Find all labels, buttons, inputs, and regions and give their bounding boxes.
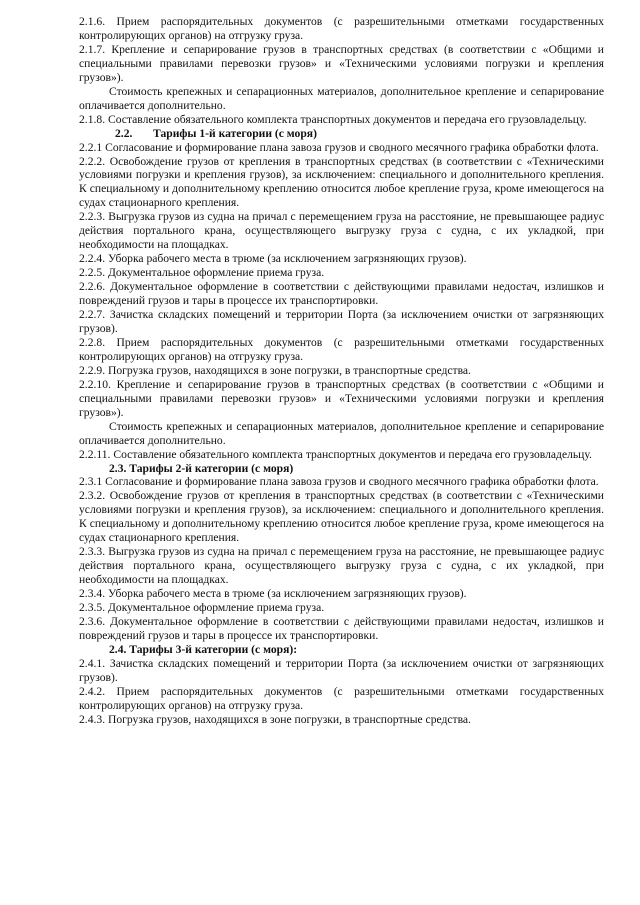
clause-paragraph: 2.2.4. Уборка рабочего места в трюме (за исключением загрязняющих грузов).	[79, 252, 467, 266]
clause-paragraph: 2.1.6. Прием распорядительных документов (с разрешительными отметками государственных контролирующих органов) на отгрузку груза.	[79, 15, 604, 42]
clause-paragraph: 2.3.3. Выгрузка грузов из судна на причал с перемещением груза на расстояние, не превышающее радиус действия портального крана, осуществляющего выгрузку груза с судна, с их укладкой, при необходимости на площадках.	[79, 545, 604, 587]
clause-paragraph: 2.3.5. Документальное оформление приема груза.	[79, 601, 325, 615]
clause-paragraph: 2.4.1. Зачистка складских помещений и территории Порта (за исключением очистки от загрязняющих грузов).	[79, 656, 604, 684]
section-heading: 2.3. Тарифы 2-й категории (с моря)	[109, 461, 294, 475]
clause-paragraph: 2.2.8. Прием распорядительных документов (с разрешительными отметками государственных контролирующих органов) на отгрузку груза.	[79, 335, 604, 363]
note-paragraph: Стоимость крепежных и сепарационных материалов, дополнительное крепление и сепарирование оплачивается дополнительно.	[79, 84, 604, 112]
section-heading: 2.4. Тарифы 3-й категории (с моря):	[109, 642, 298, 656]
note-paragraph: Стоимость крепежных и сепарационных материалов, дополнительное крепление и сепарирование оплачивается дополнительно.	[79, 419, 604, 447]
clause-paragraph: 2.2.9. Погрузка грузов, находящихся в зоне погрузки, в транспортные средства.	[79, 363, 471, 377]
clause-paragraph: 2.3.6. Документальное оформление в соответствии с действующими правилами недостач, излишков и повреждений грузов и тары в процессе их транспортировки.	[79, 614, 604, 642]
clause-paragraph: 2.4.3. Погрузка грузов, находящихся в зоне погрузки, в транспортные средства.	[79, 712, 471, 726]
clause-paragraph: 2.3.1 Согласование и формирование плана завоза грузов и сводного месячного графика обработки флота.	[79, 475, 599, 489]
clause-paragraph: 2.2.2. Освобождение грузов от крепления в транспортных средствах (в соответствии с «Техническими условиями погрузки и крепления грузов), за исключением: специального и дополнительного крепления. К специальному и дополнительному креплению относится любое крепление груза, кроме имеющегося на судах стационарного крепления.	[79, 154, 604, 210]
clause-paragraph: 2.3.2. Освобождение грузов от крепления в транспортных средствах (в соответствии с «Техническими условиями погрузки и крепления грузов), за исключением: специального и дополнительного крепления. К специальному и дополнительному креплению относится любое крепление груза, кроме имеющегося на судах стационарного крепления.	[79, 489, 604, 545]
clause-paragraph: 2.2.10. Крепление и сепарирование грузов в транспортных средствах (в соответствии с «Общими и специальными правилами перевозки грузов» и «Техническими условиями погрузки и крепления грузов»).	[79, 377, 604, 419]
section-title: Тарифы 1-й категории (с моря)	[153, 126, 317, 140]
clause-paragraph: 2.3.4. Уборка рабочего места в трюме (за исключением загрязняющих грузов).	[79, 587, 467, 601]
clause-paragraph: 2.4.2. Прием распорядительных документов (с разрешительными отметками государственных контролирующих органов) на отгрузку груза.	[79, 684, 604, 712]
clause-paragraph: 2.1.8. Составление обязательного комплекта транспортных документов и передача его грузовладельцу.	[79, 112, 587, 126]
section-number: 2.2.	[115, 126, 133, 140]
clause-paragraph: 2.2.5. Документальное оформление приема груза.	[79, 266, 325, 280]
clause-paragraph: 2.1.7. Крепление и сепарирование грузов в транспортных средствах (в соответствии с «Общими и специальными правилами перевозки грузов» и «Техническими условиями погрузки и крепления грузов»).	[79, 42, 604, 84]
clause-paragraph: 2.2.3. Выгрузка грузов из судна на причал с перемещением груза на расстояние, не превышающее радиус действия портального крана, осуществляющего выгрузку груза с судна, с их укладкой, при необходимости на площадках.	[79, 210, 604, 252]
clause-paragraph: 2.2.11. Составление обязательного комплекта транспортных документов и передача его грузовладельцу.	[79, 447, 592, 461]
clause-paragraph: 2.2.7. Зачистка складских помещений и территории Порта (за исключением очистки от загрязняющих грузов).	[79, 308, 604, 335]
clause-paragraph: 2.2.6. Документальное оформление в соответствии с действующими правилами недостач, излишков и повреждений грузов и тары в процессе их транспортировки.	[79, 280, 604, 308]
section-heading	[79, 127, 604, 141]
clause-paragraph: 2.2.1 Согласование и формирование плана завоза грузов и сводного месячного графика обработки флота.	[79, 140, 599, 154]
